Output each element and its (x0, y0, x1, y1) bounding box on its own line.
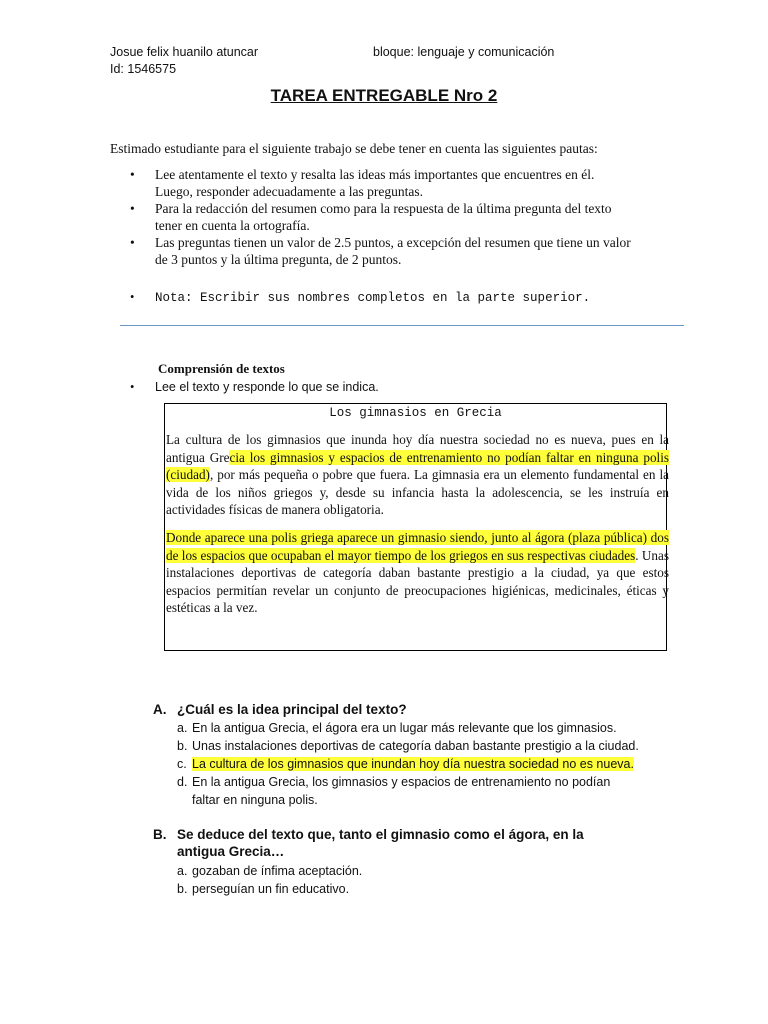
nota-item (130, 290, 590, 305)
option-d-cont: faltar en ninguna polis. (192, 793, 318, 807)
guideline-item: • Lee atentamente el texto y resalta las ideas más importantes que encuentres en él. Luego, responder adecuadamente a las preguntas. (130, 167, 595, 199)
reading-paragraph-2: Donde aparece una polis griega aparece un gimnasio siendo, junto al ágora (plaza pública) dos de los espacios que ocupaban el mayor tiempo de los griegos en sus respectivas ciudades. Unas instalaciones deportivas de categoría daban bastante prestigio a la ciudad, ya que estos espacios permitían revelar un conjunto de preocupaciones higiénicas, medicinales, éticas y estéticas a la vez. (166, 530, 669, 615)
intro-text: Estimado estudiante para el siguiente trabajo se debe tener en cuenta las siguientes pautas: (110, 141, 598, 156)
highlight: Donde aparece una polis griega aparece un gimnasio siendo, junto al ágora (166, 530, 565, 545)
question-text: ¿Cuál es la idea principal del texto? (177, 702, 407, 717)
reading-paragraph-1: La cultura de los gimnasios que inunda hoy día nuestra sociedad no es nueva, pues en la antigua Grecia los gimnasios y espacios de entrenamiento no podían faltar en ninguna polis (ciudad), por más pequeña o pobre que fuera. La gimnasia era un elemento fundamental en la vida de los niños griegos y, desde su infancia hasta la adolescencia, se les instruía en actividades físicas de manera obligatoria. (166, 432, 670, 517)
guidelines-list (130, 166, 670, 268)
highlight: La cultura de los gimnasios que inundan hoy día nuestra sociedad no es nueva. (192, 757, 634, 771)
options-b (177, 862, 362, 898)
question-b (153, 826, 584, 860)
bullet-icon: • (130, 380, 135, 394)
student-id: Id: 1546575 (110, 62, 177, 76)
option-d[interactable]: d. En la antigua Grecia, los gimnasios y espacios de entrenamiento no podían (177, 775, 611, 789)
instruction-item (130, 380, 379, 395)
divider (120, 325, 684, 326)
bullet-icon: • (130, 290, 135, 304)
bullet-icon: • (130, 201, 135, 216)
author-name: Josue felix huanilo atuncar (110, 45, 259, 59)
question-a (153, 702, 407, 717)
options-a (177, 719, 639, 809)
option-c[interactable]: c. La cultura de los gimnasios que inundan hoy día nuestra sociedad no es nueva. (177, 757, 634, 771)
option-b[interactable]: b. perseguían un fin educativo. (177, 882, 350, 896)
nota-text: Nota: Escribir sus nombres completos en la parte superior. (155, 291, 591, 305)
option-b[interactable]: b. Unas instalaciones deportivas de categoría daban bastante prestigio a la ciudad. (177, 739, 639, 753)
reading-title: Los gimnasios en Grecia (329, 406, 502, 420)
question-letter: A. (153, 702, 167, 717)
highlight: podían faltar en ninguna polis (ciudad) (166, 449, 670, 482)
highlight: griegos en sus respectivas ciudades (449, 547, 636, 563)
option-a[interactable]: a. gozaban de ínfima aceptación. (177, 864, 363, 878)
section-title: Comprensión de textos (158, 361, 285, 376)
page-title: TAREA ENTREGABLE Nro 2 (270, 86, 498, 105)
instruction-text: Lee el texto y responde lo que se indica. (155, 380, 379, 394)
guideline-item: • Las preguntas tienen un valor de 2.5 puntos, a excepción del resumen que tiene un valor de 3 puntos y la última pregunta, de 2 puntos. (130, 235, 631, 267)
question-text: Se deduce del texto que, tanto el gimnasio como el ágora, en la (177, 827, 584, 842)
bullet-icon: • (130, 167, 135, 182)
guideline-item: • Para la redacción del resumen como para la respuesta de la última pregunta del texto tener en cuenta la ortografía. (130, 201, 612, 233)
question-text-cont: antigua Grecia… (177, 844, 285, 859)
reading-box (164, 403, 670, 651)
course-block: bloque: lenguaje y comunicación (373, 45, 555, 59)
option-a[interactable]: a. En la antigua Grecia, el ágora era un lugar más relevante que los gimnasios. (177, 721, 617, 735)
highlight: cia los gimnasios y espacios de entrenamiento no (229, 449, 501, 465)
question-letter: B. (153, 827, 167, 842)
highlight: (plaza pública) dos de los espacios que ocupaban el mayor tiempo de los (166, 530, 669, 563)
bullet-icon: • (130, 235, 135, 250)
